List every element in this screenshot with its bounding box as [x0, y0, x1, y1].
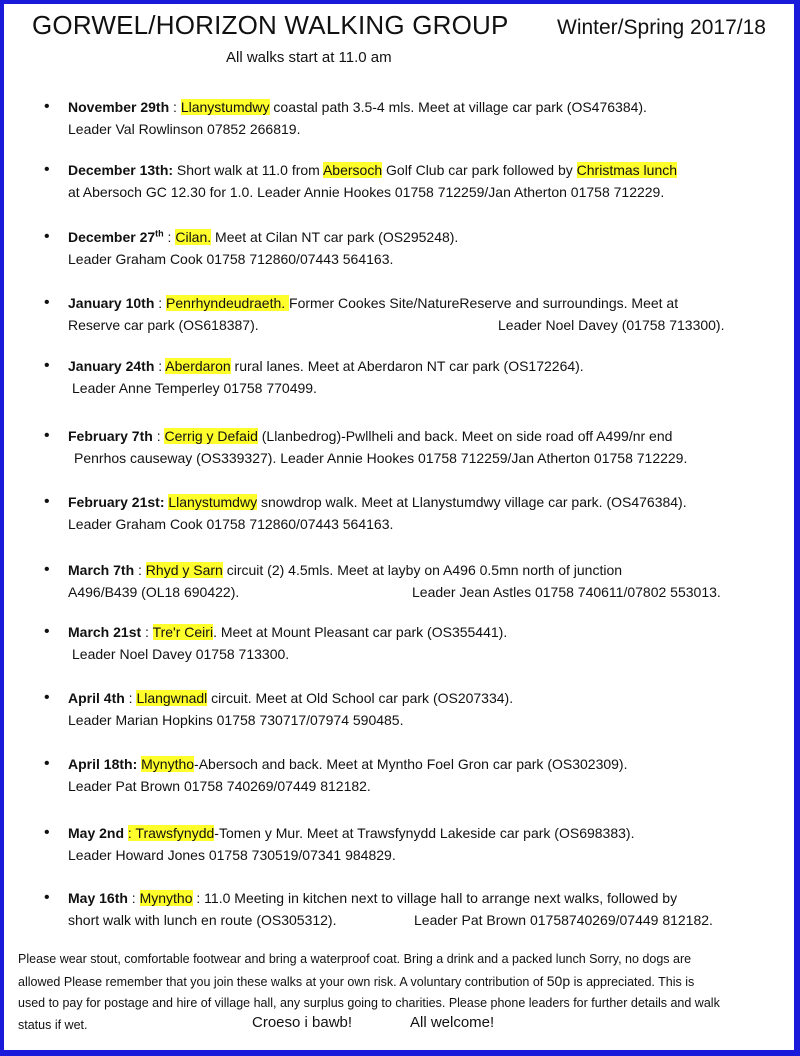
- walk-place: Llanystumdwy: [168, 494, 258, 510]
- walk-place: Penrhyndeudraeth.: [166, 295, 290, 311]
- walk-leader: at Abersoch GC 12.30 for 1.0. Leader Annie Hookes 01758 712259/Jan Atherton 01758 712229.: [68, 184, 665, 200]
- walk-place: Abersoch: [322, 162, 383, 178]
- walk-details: . Meet at Mount Pleasant car park (OS355441).: [213, 624, 508, 640]
- start-time-note: All walks start at 11.0 am: [226, 49, 392, 66]
- season-label: Winter/Spring 2017/18: [557, 16, 766, 39]
- bullet-icon: •: [44, 561, 50, 578]
- walk-event: Christmas lunch: [576, 162, 678, 178]
- walk-date: February 21st:: [68, 494, 165, 510]
- walk-leader: Leader Marian Hopkins 01758 730717/07974 590485.: [68, 712, 404, 728]
- flyer-page: GORWEL/HORIZON WALKING GROUP Winter/Spring 2017/18 All walks start at 11.0 am • November 29th : Llanystumdwy coastal path 3.5-4 mls. Meet at village car park (OS476384). Leader Val Rowlinson 07852 266819. • December 13th: Short walk at 11.0 from Abersoch Golf Club car park followed by Christmas lunch at Abersoch GC 12.30 for 1.0. Leader Annie Hookes 01758 712259/Jan Atherton 01758 712229. • December 27th : Cilan. Meet at Cilan NT car park (OS295248). Leader Graham Cook 01758 712860/07443 564163. • January 10th : Penrhyndeudraeth. Former Cookes Site/NatureReserve and surroundings. Meet at Reserve car park (OS618387). Leader Noel Davey (01758 713300). • January 24th : Aberdaron rural lanes. Meet at Aberdaron NT car park (OS172264). Leader Anne Temperley 01758 770499. • February 7th : Cerrig y Defaid (Llanbedrog)-Pwllheli and back. Meet on side road off A499/nr end Penrhos causeway (OS339327). Leader Annie Hookes 01758 712259/Jan Atherton 01758 712229. • February 21st: Llanystumdwy snowdrop walk. Meet at Llanystumdwy village car park. (OS476384). Leader Graham Cook 01758 712860/07443 564163. • March 7th : Rhyd y Sarn circuit (2) 4.5mls. Meet at layby on A496 0.5mn north of junction A496/B439 (OL18 690422). Leader Jean Astles 01758 740611/07802 553013. • March 21st : Tre'r Ceiri. Meet at Mount Pleasant car park (OS355441). Leader Noel Davey 01758 713300. • April 4th : Llangwnadl circuit. Meet at Old School car park (OS207334). Leader Marian Hopkins 01758 730717/07974 590485. • April 18th: Mynytho-Abersoch and back. Meet at Myntho Foel Gron car park (OS302309). Leader Pat Brown 01758 740269/07449 812182. • May 2nd : Trawsfynydd-Tomen y Mur. Meet at Trawsfynydd Lakeside car park (OS698383). Leader Howard Jones 01758 730519/07341 984829. • May 16th : Mynytho : 11.0 Meeting in kitchen next to village hall to arrange next walks, followed by short walk with lunch en route (OS305312). Leader Pat Brown 01758740269/07449 812182. Please wear stout, comfortable footwear and bring a waterproof coat. Bring a drink and a packed lunch Sorry, no dogs are allowed Please remember that you join these walks at your own risk. A voluntary contribution of 50p is appreciated. This is used to pay for postage and hire of village hall, any surplus going to charities. Please phone leaders for further details and walk status if wet. Croeso i bawb! All welcome!: [4, 4, 794, 1050]
- walk-date: March 7th: [68, 562, 135, 578]
- walk-place: Rhyd y Sarn: [145, 562, 223, 578]
- footer-line: status if wet.: [18, 1018, 88, 1032]
- walk-details: -Abersoch and back. Meet at Myntho Foel Gron car park (OS302309).: [194, 756, 628, 772]
- walk-details: circuit (2) 4.5mls. Meet at layby on A496 0.5mn north of junction: [222, 562, 623, 578]
- walk-leader: Leader Graham Cook 01758 712860/07443 564163.: [68, 251, 394, 267]
- walk-date: April 4th: [68, 690, 125, 706]
- walk-date: May 2nd: [68, 825, 125, 841]
- walk-details: coastal path 3.5-4 mls. Meet at village car park (OS476384).: [269, 99, 647, 115]
- walk-leader: Leader Graham Cook 01758 712860/07443 564163.: [68, 516, 394, 532]
- walk-location: Reserve car park (OS618387).: [68, 317, 259, 333]
- bullet-icon: •: [44, 824, 50, 841]
- walk-leader: Penrhos causeway (OS339327). Leader Annie Hookes 01758 712259/Jan Atherton 01758 712229.: [74, 450, 688, 466]
- bullet-icon: •: [44, 755, 50, 772]
- walk-location: short walk with lunch en route (OS305312).: [68, 912, 337, 928]
- walk-leader: Leader Noel Davey (01758 713300).: [498, 317, 725, 333]
- bullet-icon: •: [44, 623, 50, 640]
- walk-place: Cerrig y Defaid: [164, 428, 258, 444]
- bullet-icon: •: [44, 689, 50, 706]
- walk-details: Meet at Cilan NT car park (OS295248).: [211, 229, 459, 245]
- walk-details: snowdrop walk. Meet at Llanystumdwy village car park. (OS476384).: [257, 494, 687, 510]
- walk-leader: Leader Pat Brown 01758740269/07449 812182.: [414, 912, 713, 928]
- walk-leader: Leader Jean Astles 01758 740611/07802 553013.: [412, 584, 721, 600]
- walk-leader: Leader Anne Temperley 01758 770499.: [72, 380, 317, 396]
- walk-leader: Leader Pat Brown 01758 740269/07449 812182.: [68, 778, 371, 794]
- walk-details: rural lanes. Meet at Aberdaron NT car park (OS172264).: [230, 358, 584, 374]
- walk-details: circuit. Meet at Old School car park (OS207334).: [207, 690, 514, 706]
- walk-date: May 16th: [68, 890, 128, 906]
- footer-line: used to pay for postage and hire of village hall, any surplus going to charities. Please phone leaders for further details and walk: [18, 996, 720, 1010]
- walk-date: November 29th: [68, 99, 170, 115]
- walk-date: December 27th: [68, 228, 164, 245]
- bullet-icon: •: [44, 493, 50, 510]
- walk-date: February 7th: [68, 428, 153, 444]
- bullet-icon: •: [44, 357, 50, 374]
- walk-place: Llanystumdwy: [180, 99, 270, 115]
- bullet-icon: •: [44, 161, 50, 178]
- walk-date: December 13th:: [68, 162, 174, 178]
- walk-date: March 21st: [68, 624, 142, 640]
- walk-leader: Leader Val Rowlinson 07852 266819.: [68, 121, 301, 137]
- bullet-icon: •: [44, 98, 50, 115]
- contribution-amount: 50p: [546, 973, 571, 989]
- walk-date: January 24th: [68, 358, 155, 374]
- footer-line: Please wear stout, comfortable footwear and bring a waterproof coat. Bring a drink and a packed lunch Sorry, no dogs are: [18, 952, 692, 966]
- walk-details: Former Cookes Site/NatureReserve and surroundings. Meet at: [289, 295, 679, 311]
- walk-details: : 11.0 Meeting in kitchen next to village hall to arrange next walks, followed by: [192, 890, 678, 906]
- croeso-greeting: Croeso i bawb!: [252, 1014, 353, 1031]
- walk-place: Cilan.: [175, 229, 212, 245]
- walk-date: April 18th:: [68, 756, 138, 772]
- footer-line: allowed Please remember that you join these walks at your own risk. A voluntary contribution of 50p is appreciated. This is: [18, 973, 695, 989]
- bullet-icon: •: [44, 889, 50, 906]
- walk-leader: Leader Noel Davey 01758 713300.: [72, 646, 290, 662]
- walk-place: Llangwnadl: [136, 690, 208, 706]
- walk-place: : Trawsfynydd: [127, 825, 215, 841]
- walk-leader: Leader Howard Jones 01758 730519/07341 984829.: [68, 847, 396, 863]
- walk-place: Mynytho: [139, 890, 193, 906]
- walk-place: Mynytho: [141, 756, 195, 772]
- bullet-icon: •: [44, 294, 50, 311]
- walk-details: (Llanbedrog)-Pwllheli and back. Meet on side road off A499/nr end: [257, 428, 673, 444]
- walk-place: Tre'r Ceiri: [152, 624, 214, 640]
- page-title: GORWEL/HORIZON WALKING GROUP: [32, 10, 509, 40]
- bullet-icon: •: [44, 228, 50, 245]
- walk-location: A496/B439 (OL18 690422).: [68, 584, 240, 600]
- bullet-icon: •: [44, 427, 50, 444]
- welcome-greeting: All welcome!: [410, 1014, 495, 1031]
- walk-place: Aberdaron: [165, 358, 231, 374]
- walk-details: -Tomen y Mur. Meet at Trawsfynydd Lakeside car park (OS698383).: [214, 825, 635, 841]
- walk-date: January 10th: [68, 295, 155, 311]
